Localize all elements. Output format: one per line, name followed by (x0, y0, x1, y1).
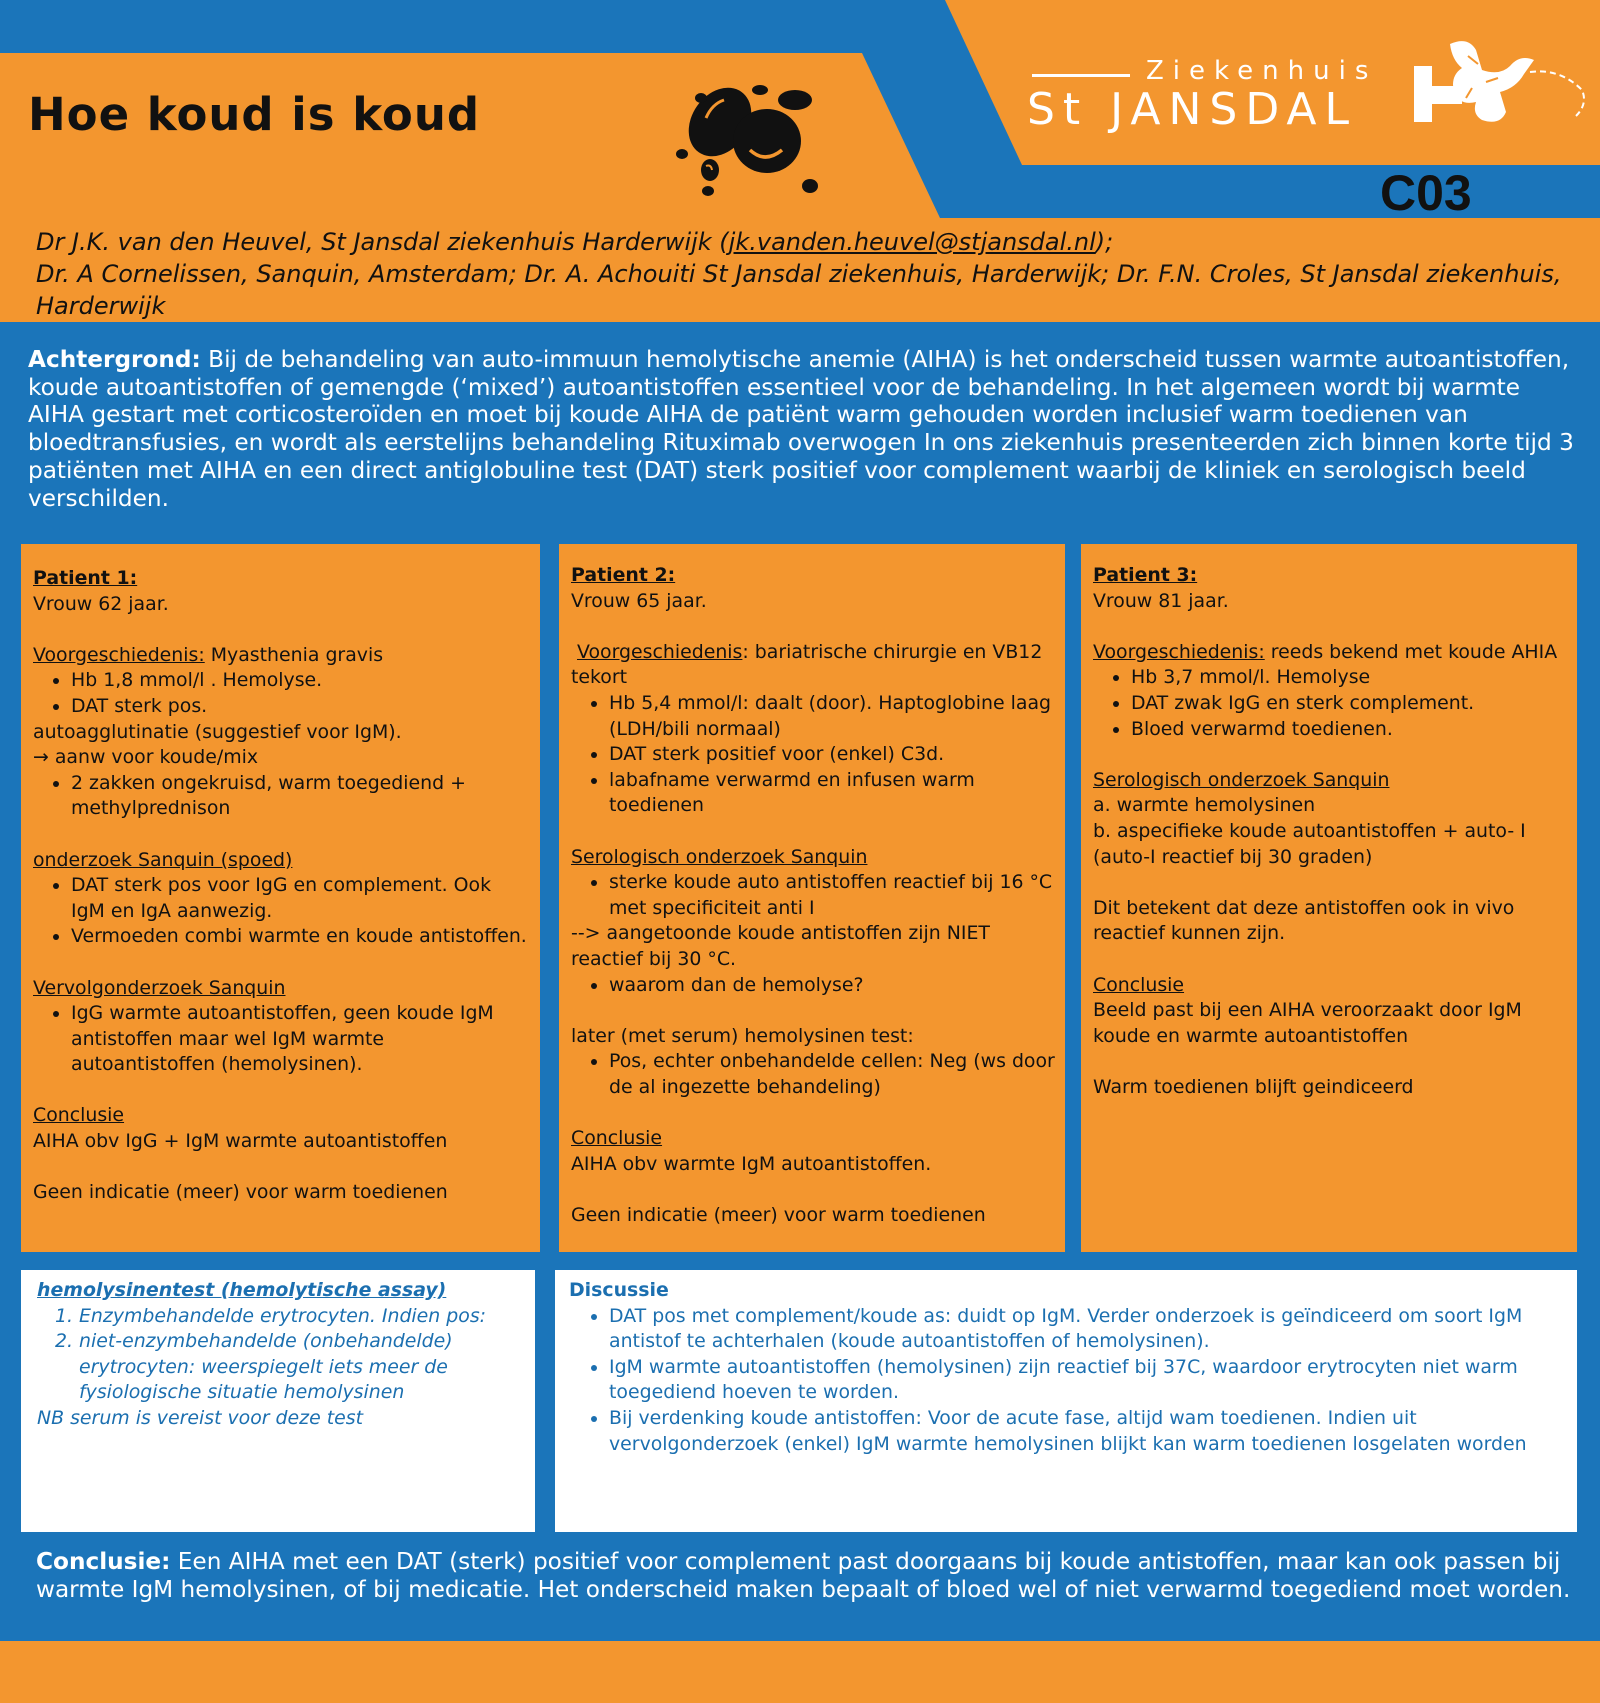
patient-3-sanquin-label: Serologisch onderzoek Sanquin (1093, 768, 1390, 791)
patient-3-meaning: Dit betekent dat deze antistoffen ook in vivo reactief kunnen zijn. (1093, 896, 1515, 945)
patient-1-sanquin-results (33, 873, 530, 950)
patient-3-title: Patient 3: (1093, 564, 1198, 586)
hemolysine-steps (37, 1304, 523, 1406)
patient-3-sanquin-b: b. aspecifieke koude autoantistoffen + auto- I (auto-I reactief bij 30 graden) (1093, 819, 1526, 868)
patient-1-followup-results (33, 1001, 530, 1078)
patient-2-findings (571, 691, 1055, 819)
conclusion-label: Conclusie: (36, 1548, 171, 1575)
list-item: • 2 zakken ongekruisd, warm toegediend + methylprednison (71, 771, 530, 822)
list-item: • sterke koude auto antistoffen reactief bij 16 °C met specificiteit anti I (609, 870, 1055, 921)
patient-1-age: Vrouw 62 jaar. (33, 592, 169, 615)
list-item: • IgG warmte autoantistoffen, geen koude IgM antistoffen maar wel IgM warmte autoantistoffen (hemolysinen). (71, 1001, 530, 1078)
logo-rule (1032, 74, 1130, 77)
patient-2-sanquin-label: Serologisch onderzoek Sanquin (571, 845, 868, 868)
logo-text-st-jansdal: St JANSDAL (1027, 84, 1358, 135)
patient-2-box (559, 544, 1065, 1252)
patient-1-findings (33, 668, 530, 719)
background-label: Achtergrond: (28, 346, 201, 373)
poster-title: Hoe koud is koud (28, 88, 481, 141)
list-item: • Hb 5,4 mmol/l: daalt (door). Haptoglobine laag (LDH/bili normaal) (609, 691, 1055, 742)
discussion-title: Discussie (569, 1279, 669, 1301)
hemolysine-title: hemolysinentest (hemolytische assay) (37, 1279, 447, 1301)
patient-1-history-text: Myasthenia gravis (204, 643, 384, 666)
patient-1-final: Geen indicatie (meer) voor warm toedienen (33, 1181, 448, 1204)
discussion-list (569, 1304, 1565, 1458)
patient-2-age: Vrouw 65 jaar. (571, 589, 707, 612)
footer-strip (0, 1641, 1600, 1703)
hemolysine-test-box (21, 1270, 535, 1532)
background-text: Bij de behandeling van auto-immuun hemolytische anemie (AIHA) is het onderscheid tussen warmte autoantistoffen, koude autoantistoffen of gemengde (‘mixed’) autoantistoffen essentieel voor de behandeling. In het algemeen wordt bij warmte AIHA gestart met corticosteroïden en moet bij koude AIHA de patiënt warm gehouden worden inclusief warm toedienen van bloedtransfusies, en wordt als eerstelijns behandeling Rituximab overwogen In ons ziekenhuis presenteerden zich binnen korte tijd 3 patiënten met AIHA en een direct antiglobuline test (DAT) sterk positief voor complement waarbij de kliniek en serologisch beeld verschilden. (28, 346, 1574, 512)
patient-2-final: Geen indicatie (meer) voor warm toedienen (571, 1203, 986, 1226)
patient-2-history-text: : bariatrische chirurgie en VB12 tekort (571, 640, 1043, 689)
list-item: • IgM warmte autoantistoffen (hemolysinen) zijn reactief bij 37C, waardoor erytrocyten niet warm toegediend hoeven te worden. (609, 1355, 1565, 1406)
patient-1-treatment (33, 771, 530, 822)
authors-line1-suffix: ); (1095, 228, 1114, 256)
list-item: • Hb 3,7 mmol/l. Hemolyse (1131, 665, 1567, 691)
patient-1-history-label: Voorgeschiedenis: (33, 643, 205, 666)
poster-code: C03 (1380, 165, 1472, 221)
patient-1-followup-label: Vervolgonderzoek Sanquin (33, 976, 286, 999)
patient-2-history-label: Voorgeschiedenis (577, 640, 743, 663)
patient-1-conclusion-label: Conclusie (33, 1104, 125, 1127)
conclusion-text: Een AIHA met een DAT (sterk) positief voor complement past doorgaans bij koude antistoffen, maar kan ook passen bij warmte IgM hemolysinen, of bij medicatie. Het onderscheid maken bepaalt of bloed wel of niet verwarmd toegediend moet worden. (36, 1548, 1571, 1603)
patient-3-box (1081, 544, 1577, 1252)
background-section (28, 346, 1580, 512)
patient-3-age: Vrouw 81 jaar. (1093, 589, 1229, 612)
list-item: • DAT zwak IgG en sterk complement. (1131, 691, 1567, 717)
patient-2-arrow-line: --> aangetoonde koude antistoffen zijn NIET reactief bij 30 °C. (571, 922, 990, 970)
blood-cells-icon (676, 78, 824, 203)
patient-1-conclusion-text: AIHA obv IgG + IgM warmte autoantistoffen (33, 1130, 448, 1153)
st-jansdal-logo-emblem (1410, 34, 1590, 142)
patient-3-findings (1093, 665, 1567, 742)
list-item: • Vermoeden combi warmte en koude antistoffen. (71, 924, 530, 950)
list-item: • DAT sterk positief voor (enkel) C3d. (609, 742, 1055, 768)
patient-1-title: Patient 1: (33, 567, 138, 589)
patient-2-later-test: later (met serum) hemolysinen test: (571, 1024, 914, 1047)
authors-line1-prefix: Dr J.K. van den Heuvel, St Jansdal ziekenhuis Harderwijk ( (36, 228, 729, 256)
list-item: 2. niet-enzymbehandelde (onbehandelde) erytrocyten: weerspiegelt iets meer de fysiologische situatie hemolysinen (79, 1329, 523, 1406)
patient-2-title: Patient 2: (571, 564, 676, 586)
authors-block (36, 226, 1576, 322)
conclusion-section (36, 1548, 1581, 1603)
list-item: • DAT sterk pos. (71, 694, 530, 720)
list-item: 1. Enzymbehandelde erytrocyten. Indien pos: (79, 1304, 523, 1330)
patient-2-sanquin-results (571, 870, 1055, 921)
patient-3-history-text: reeds bekend met koude AHIA (1264, 640, 1558, 663)
patient-3-final: Warm toedienen blijft geindiceerd (1093, 1075, 1414, 1098)
patient-2-conclusion-text: AIHA obv warmte IgM autoantistoffen. (571, 1152, 932, 1175)
patient-2-question (571, 973, 1055, 999)
patient-3-sanquin-a: a. warmte hemolysinen (1093, 794, 1316, 817)
list-item: • waarom dan de hemolyse? (609, 973, 1055, 999)
patient-3-conclusion-text: Beeld past bij een AIHA veroorzaakt door IgM koude en warmte autoantistoffen (1093, 999, 1522, 1047)
patient-1-box (21, 544, 540, 1252)
list-item: • Bloed verwarmd toedienen. (1131, 717, 1567, 743)
patient-2-conclusion-label: Conclusie (571, 1127, 663, 1150)
patient-3-conclusion-label: Conclusie (1093, 973, 1185, 996)
patient-1-arrow-line: → aanw voor koude/mix (33, 746, 259, 769)
logo-text-ziekenhuis: Ziekenhuis (1146, 56, 1378, 86)
discussion-box (555, 1270, 1577, 1532)
authors-rest: Dr. A Cornelissen, Sanquin, Amsterdam; Dr. A. Achouiti St Jansdal ziekenhuis, Harderwijk; Dr. F.N. Croles, St Jansdal ziekenhuis, Harderwijk (36, 260, 1562, 320)
patient-3-history-label: Voorgeschiedenis: (1093, 640, 1265, 663)
list-item: • DAT pos met complement/koude as: duidt op IgM. Verder onderzoek is geïndiceerd om soort IgM antistof te achterhalen (koude autoantistoffen of hemolysinen). (609, 1304, 1565, 1355)
list-item: • Hb 1,8 mmol/l . Hemolyse. (71, 668, 530, 694)
list-item: • Bij verdenking koude antistoffen: Voor de acute fase, altijd wam toedienen. Indien uit vervolgonderzoek (enkel) IgM warmte hemolysinen blijkt kan warm toedienen losgelaten worden (609, 1406, 1565, 1457)
list-item: • Pos, echter onbehandelde cellen: Neg (ws door de al ingezette behandeling) (609, 1049, 1055, 1100)
author-email-link[interactable]: jk.vanden.heuvel@stjansdal.nl (728, 228, 1096, 256)
patient-1-agglutination: autoagglutinatie (suggestief voor IgM). (33, 720, 402, 743)
patient-1-sanquin-label: onderzoek Sanquin (spoed) (33, 848, 293, 871)
list-item: • labafname verwarmd en infusen warm toedienen (609, 768, 1055, 819)
list-item: • DAT sterk pos voor IgG en complement. Ook IgM en IgA aanwezig. (71, 873, 530, 924)
hemolysine-note: NB serum is vereist voor deze test (37, 1406, 363, 1429)
patient-2-later-results (571, 1049, 1055, 1100)
